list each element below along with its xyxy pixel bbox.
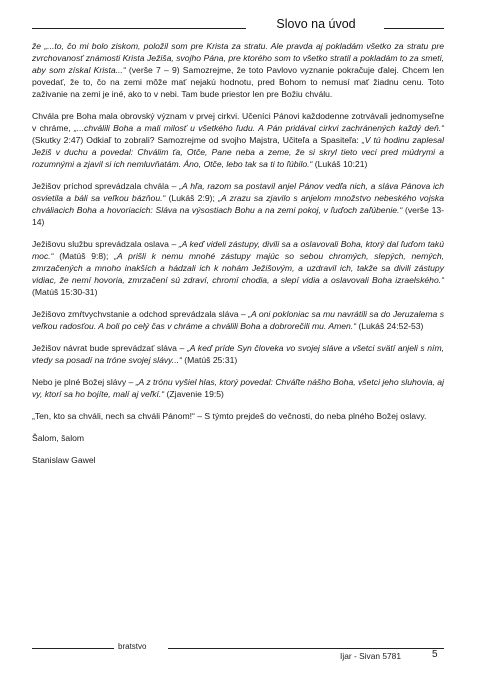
text: (Lukáš 24:52-53) bbox=[356, 321, 424, 331]
paragraph-2 bbox=[32, 110, 444, 170]
paragraph-3 bbox=[32, 180, 444, 228]
quote: „A keď videli zástupy, divili sa a oslavovali Boha, ktorý dal ľuďom takú moc.“ bbox=[32, 239, 444, 261]
text: (Lukáš 2:9); bbox=[165, 193, 219, 203]
page-header bbox=[0, 0, 480, 40]
issue-date: Ijar - Sivan 5781 bbox=[340, 651, 401, 661]
quote: „A keď príde Syn človeka vo svojej sláve a všetci svätí anjeli s ním, vtedy sa posadí na tróne svojej slávy...“ bbox=[32, 343, 444, 365]
article-body bbox=[32, 40, 444, 476]
paragraph-7 bbox=[32, 376, 444, 400]
text: (Matúš 9:8); bbox=[53, 251, 115, 261]
header-rule-left bbox=[32, 28, 246, 29]
quote: že „...to, čo mi bolo ziskom, položil som pre Krista za stratu. Ale pravda aj pokladám všetko za stratu pre zvrchovanosť známosti Krista Ježiša, svojho Pána, pre ktorého som to všetko stratil a pokladám to za smeti, aby som získal Krista...“ bbox=[32, 41, 444, 75]
footer-rule-left bbox=[32, 648, 114, 649]
text: (Skutky 2:47) Odkiaľ to zobrali? Samozrejme od svojho Majstra, Učiteľa a Spasiteľa: bbox=[32, 135, 362, 145]
section-title: Slovo na úvod bbox=[276, 17, 356, 31]
quote: „...chválili Boha a mali milosť u všetkého ľudu. A Pán pridával cirkvi zachránených každý deň.“ bbox=[74, 123, 444, 133]
text: Ježišov príchod sprevádzala chvála – bbox=[32, 181, 180, 191]
page-number: 5 bbox=[432, 649, 438, 660]
footer-rule-right bbox=[168, 648, 444, 649]
header-rule-right bbox=[384, 28, 444, 29]
text: (Matúš 25:31) bbox=[181, 355, 238, 365]
quote: „A oni pokloniac sa mu navrátili sa do Jeruzalema s veľkou radosťou. A boli po celý čas v chráme a chválili Boha a dobrorečili mu. Amen.“ bbox=[32, 309, 444, 331]
text: Ježišov návrat bude sprevádzať sláva – bbox=[32, 343, 187, 353]
text: (Matúš 15:30-31) bbox=[32, 287, 98, 297]
text: Ježišovu službu sprevádzala oslava – bbox=[32, 239, 179, 249]
quote: „A zrazu sa zjavilo s anjelom množstvo nebeského vojska chváliacich Boha a hovoriacich: Sláva na výsostiach Bohu a na zemi pokoj, v ľuďoch zaľúbenie.“ bbox=[32, 193, 444, 215]
paragraph-6 bbox=[32, 342, 444, 366]
text: (Lukáš 10:21) bbox=[312, 159, 368, 169]
text: (verše 7 – 9) Samozrejme, že toto Pavlovo vyznanie pokračuje ďalej. Chcem len povedať, že to, čo na zemi môže mať nejakú hodnotu, pred Bohom to nemusí mať žiadnu cenu. Toto zaživanie na zemi je iné, ako to v nebi. Tam bude priestor len pre Božiu chválu. bbox=[32, 65, 445, 99]
text: Nebo je plné Božej slávy – bbox=[32, 377, 136, 387]
paragraph-8 bbox=[32, 410, 444, 422]
author-name: Stanislaw Gawel bbox=[32, 455, 96, 465]
closing-greeting: Šalom, šalom bbox=[32, 433, 85, 443]
publication-name: bratstvo bbox=[118, 642, 147, 651]
quote: „A hľa, razom sa postavil anjel Pánov vedľa nich, a sláva Pánova ich osvietila a báli sa veľkou bázňou.“ bbox=[32, 181, 444, 203]
text: „Ten, kto sa chváli, nech sa chváli Pánom!“ – S týmto prejdeš do večnosti, do neba plného Božej oslavy. bbox=[32, 411, 427, 421]
quote: „A z trónu vyšiel hlas, ktorý povedal: Chváľte nášho Boha, všetci jeho sluhovia, aj vy, ktorí sa ho bojíte, malí aj veľkí.“ bbox=[32, 377, 445, 399]
text: Chvála pre Boha mala obrovský význam v prvej cirkvi. Učeníci Pánovi každodenne zotrvávali jednomyseľne v chráme, bbox=[32, 111, 444, 133]
paragraph-4 bbox=[32, 238, 444, 298]
quote: „A prišli k nemu mnohé zástupy majúc so sebou chromých, slepých, nemých, zmrzačených a mnoho inakších a hádzali ich k nohám Ježišovým, a uzdravil ich, takže sa divili zástupy vidiac, že nemí hovoria, zmrzačení sú zdraví, chromí chodia, a slepí vidia a oslavovali Boha izraelského.“ bbox=[32, 251, 444, 285]
text: (verše 13-14) bbox=[32, 205, 444, 227]
text: (Zjavenie 19:5) bbox=[164, 389, 224, 399]
paragraph-1 bbox=[32, 40, 444, 100]
quote: „V tú hodinu zaplesal Ježiš v duchu a povedal: Chválim ťa, Otče, Pane neba a zeme, že si skryl tieto veci pred múdrymi a rozumnými a zjavil si ich nemluvňatám. Áno, Otče, lebo tak sa ti to ľúbilo.“ bbox=[32, 135, 444, 169]
paragraph-5 bbox=[32, 308, 444, 332]
text: Ježišovo zmŕtvychvstanie a odchod sprevádzala sláva – bbox=[32, 309, 249, 319]
